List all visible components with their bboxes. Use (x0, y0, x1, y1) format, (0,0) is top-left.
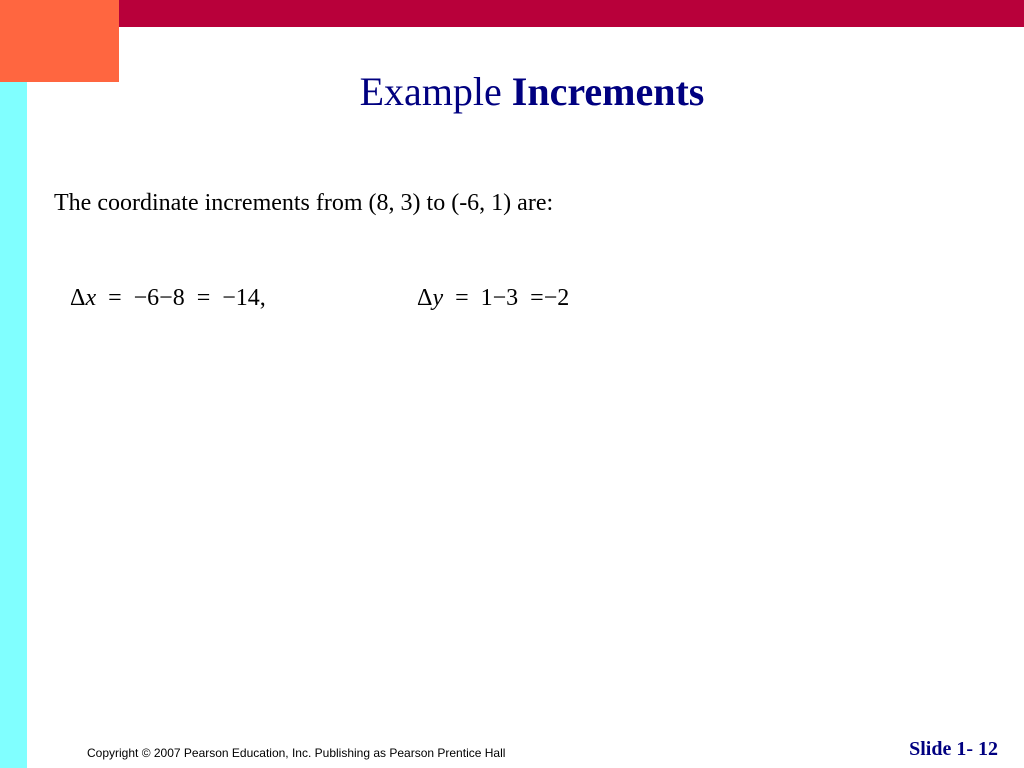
delta-x-expression: = −6−8 = −14, (96, 285, 266, 311)
copyright-footer: Copyright © 2007 Pearson Education, Inc. Publishing as Pearson Prentice Hall (87, 746, 506, 760)
delta-symbol: Δ (70, 285, 86, 311)
variable-y: y (432, 285, 444, 311)
slide-title (0, 68, 1024, 116)
slide-title-regular: Example (359, 69, 502, 114)
slide-title-bold: Increments (511, 69, 705, 114)
delta-y-equation (417, 282, 569, 314)
variable-x: x (85, 285, 97, 311)
body-text: The coordinate increments from (8, 3) to (-6, 1) are: (54, 190, 554, 216)
delta-y-expression: = 1−3 =−2 (443, 285, 570, 311)
side-accent-bar (0, 82, 27, 768)
delta-symbol: Δ (417, 285, 433, 311)
top-accent-bar (119, 0, 1024, 27)
slide-number: Slide 1- 12 (909, 738, 998, 760)
delta-x-equation (70, 282, 266, 314)
